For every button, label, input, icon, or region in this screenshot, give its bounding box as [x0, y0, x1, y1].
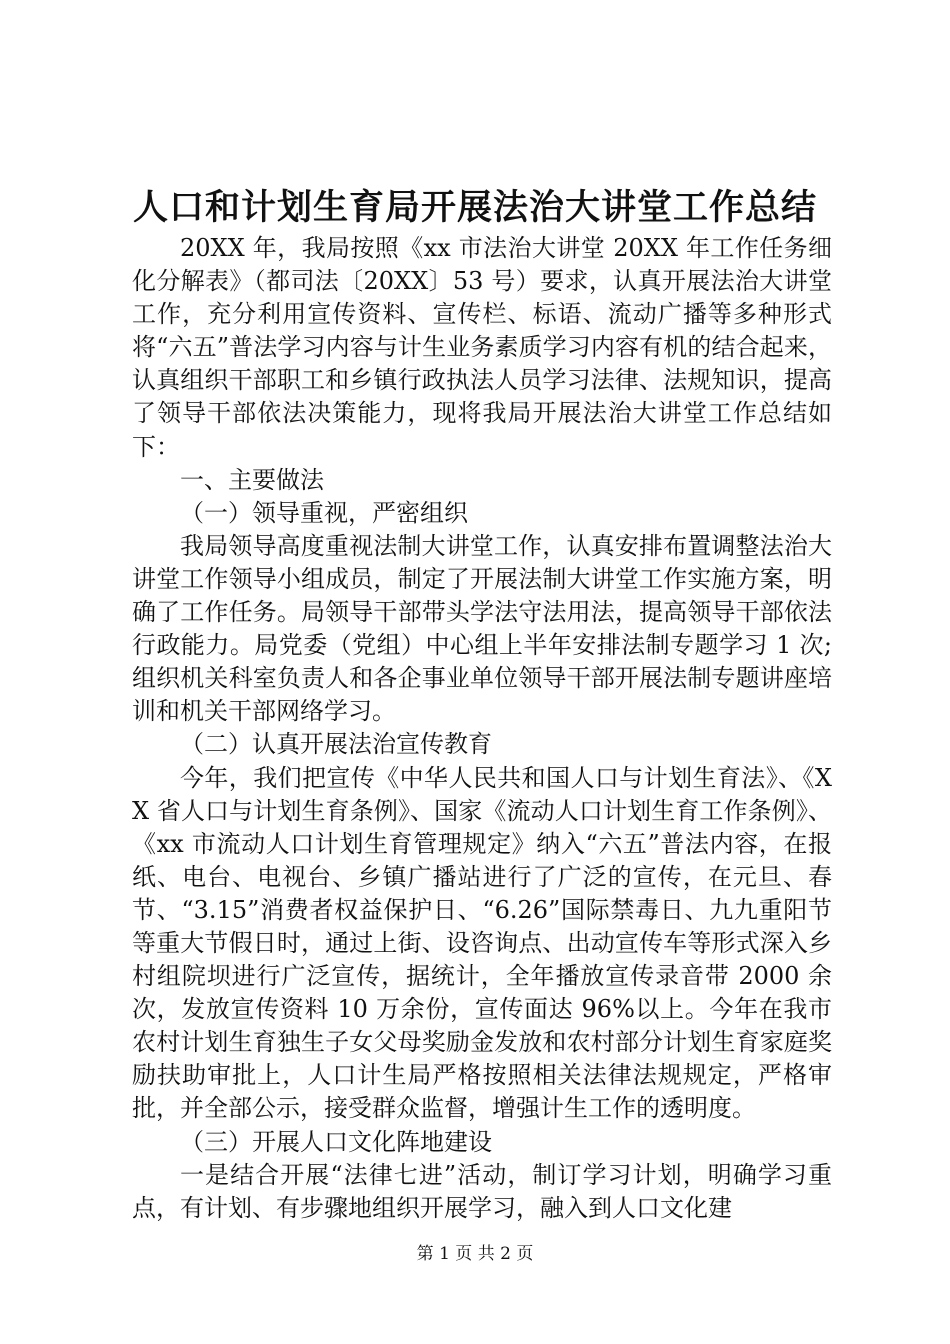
section-heading-main-practices: 一、主要做法 — [180, 465, 324, 494]
subsection-heading-1: （一）领导重视，严密组织 — [180, 498, 468, 527]
document-body — [132, 232, 832, 1225]
page-number-footer: 第 1 页 共 2 页 — [416, 1244, 534, 1264]
paragraph-publicity: 今年，我们把宣传《中华人民共和国人口与计划生育法》、《XX 省人口与计划生育条例》、国家《流动人口计划生育工作条例》、《xx 市流动人口计划生育管理规定》纳入“六五”普法内容，在报纸、电台、电视台、乡镇广播站进行了广泛的宣传，在元旦、春节、“3.15”消费者权益保护日、“6.26”国际禁毒日、九九重阳节等重大节假日时，通过上街、设咨询点、出动宣传车等形式深入乡村组院坝进行广泛宣传，据统计，全年播放宣传录音带 2000 余次，发放宣传资料 10 万余份，宣传面达 96%以上。今年在我市农村计划生育独生子女父母奖励金发放和农村部分计划生育家庭奖励扶助审批上，人口计生局严格按照相关法律法规规定，严格审批，并全部公示，接受群众监督，增强计生工作的透明度。 — [132, 763, 832, 1123]
subsection-heading-2: （二）认真开展法治宣传教育 — [180, 730, 492, 759]
paragraph-leadership: 我局领导高度重视法制大讲堂工作，认真安排布置调整法治大讲堂工作领导小组成员，制定了开展法制大讲堂工作实施方案，明确了工作任务。局领导干部带头学法守法用法，提高领导干部依法行政能力。局党委（党组）中心组上半年安排法制专题学习 1 次;组织机关科室负责人和各企事业单位领导干部开展法制专题讲座培训和机关干部网络学习。 — [132, 531, 832, 726]
subsection-heading-3: （三）开展人口文化阵地建设 — [180, 1127, 492, 1156]
paragraph-culture: 一是结合开展“法律七进”活动，制订学习计划，明确学习重点，有计划、有步骤地组织开展学习，融入到人口文化建 — [132, 1160, 832, 1222]
intro-paragraph: 20XX 年，我局按照《xx 市法治大讲堂 20XX 年工作任务细化分解表》（都司法〔20XX〕53 号）要求，认真开展法治大讲堂工作，充分利用宣传资料、宣传栏、标语、流动广播等多种形式将“六五”普法学习内容与计生业务素质学习内容有机的结合起来，认真组织干部职工和乡镇行政执法人员学习法律、法规知识，提高了领导干部依法决策能力，现将我局开展法治大讲堂工作总结如下： — [132, 234, 832, 461]
document-title: 人口和计划生育局开展法治大讲堂工作总结 — [132, 187, 817, 228]
